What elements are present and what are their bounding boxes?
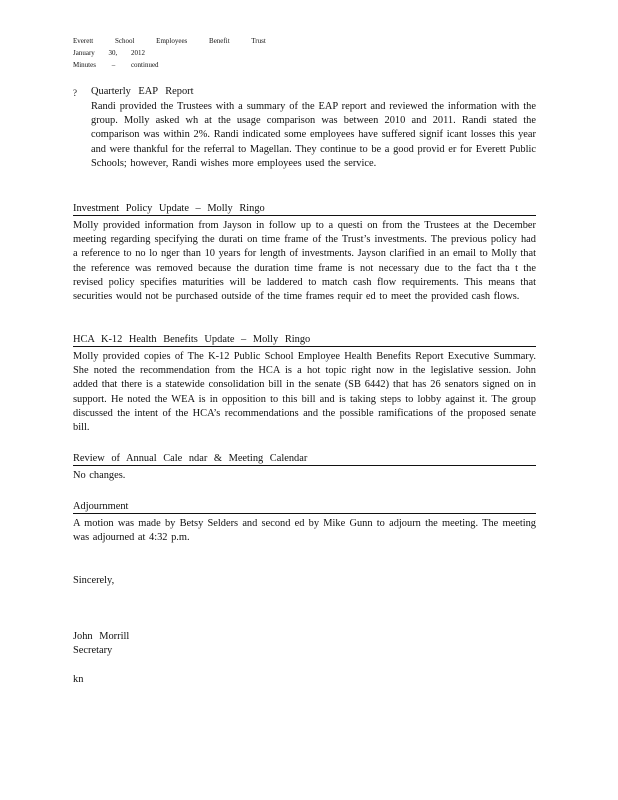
header-org-word: Everett [73, 37, 94, 45]
hca-update-body: Molly provided copies of The K-12 Public School Employee Health Benefits Report Executive Summary. She noted the recommendation from the HCA is a hot topic right now in the legislative session. John added that there is a statewide consolidation bill in the senate (SB 6442) that has 26 senators signed on in support. He noted the WEA is in opposition to this bill and is taking steps to lobby against it. The group discussed the intent of the HCA’s recommendations and the possible ramifications of the proposed senate bill. [73, 351, 536, 434]
header-date-part: 2012 [131, 49, 146, 57]
bullet-icon: ? [73, 88, 77, 98]
header-org-word: Trust [251, 37, 266, 45]
investment-policy-heading: Investment Policy Update – Molly Ringo [73, 202, 275, 216]
header-org-word: Employees [156, 37, 188, 45]
section-divider [73, 513, 536, 514]
investment-policy-body: Molly provided information from Jayson in follow up to a questi on from the Trustees at the December meeting regarding specifying the durati on time frame of the Trust’s investments. The previous policy had a reference to no lo nger than 10 years for length of investments. Jayson clarified in an email to Molly that the reference was removed because the duration time frame is not necessary due to the fact tha t the revised policy specifies maturities will be laddered to match cash flow requirements. This means that securities would not be purchased outside of the time frames requir ed to meet the provided cash flows. [73, 220, 536, 303]
eap-section-title: Quarterly EAP Report [91, 86, 194, 97]
calendar-review-heading: Review of Annual Cale ndar & Meeting Calendar [73, 452, 333, 466]
adjournment-body: A motion was made by Betsy Selders and second ed by Mike Gunn to adjourn the meeting. The meeting was adjourned at 4:32 p.m. [73, 518, 536, 544]
header-org [73, 36, 284, 46]
closing-salutation: Sincerely, [73, 575, 115, 586]
header-minutes-part: Minutes [73, 61, 96, 69]
header-org-word: Benefit [209, 37, 230, 45]
eap-section-body: Randi provided the Trustees with a summary of the EAP report and reviewed the information with the group. Molly asked wh at the usage comparison was between 2010 and 2011. Randi stated the comparison was within 2%. Randi indicated some employees have suffered signif icant losses this year and were thankful for the referral to Magellan. They continue to be a good provid er for Everett Public Schools; however, Randi wishes more employees used the service. [91, 101, 536, 169]
adjournment-heading: Adjournment [73, 500, 145, 514]
header-org-word: School [114, 37, 135, 45]
header-minutes-part: continued [130, 61, 159, 69]
signer-name: John Morrill [73, 631, 130, 642]
header-date-part: January [73, 49, 95, 57]
calendar-review-body: No changes. [73, 470, 126, 481]
signer-title: Secretary [73, 645, 113, 656]
section-divider [73, 465, 536, 466]
section-divider [73, 215, 536, 216]
hca-update-heading: HCA K-12 Health Benefits Update – Molly Ringo [73, 333, 320, 347]
header-date [73, 48, 155, 58]
typist-initials: kn [73, 674, 84, 685]
header-date-part: 30, [108, 49, 118, 57]
section-divider [73, 346, 536, 347]
header-minutes [73, 60, 171, 70]
header-minutes-part: – [111, 61, 116, 69]
